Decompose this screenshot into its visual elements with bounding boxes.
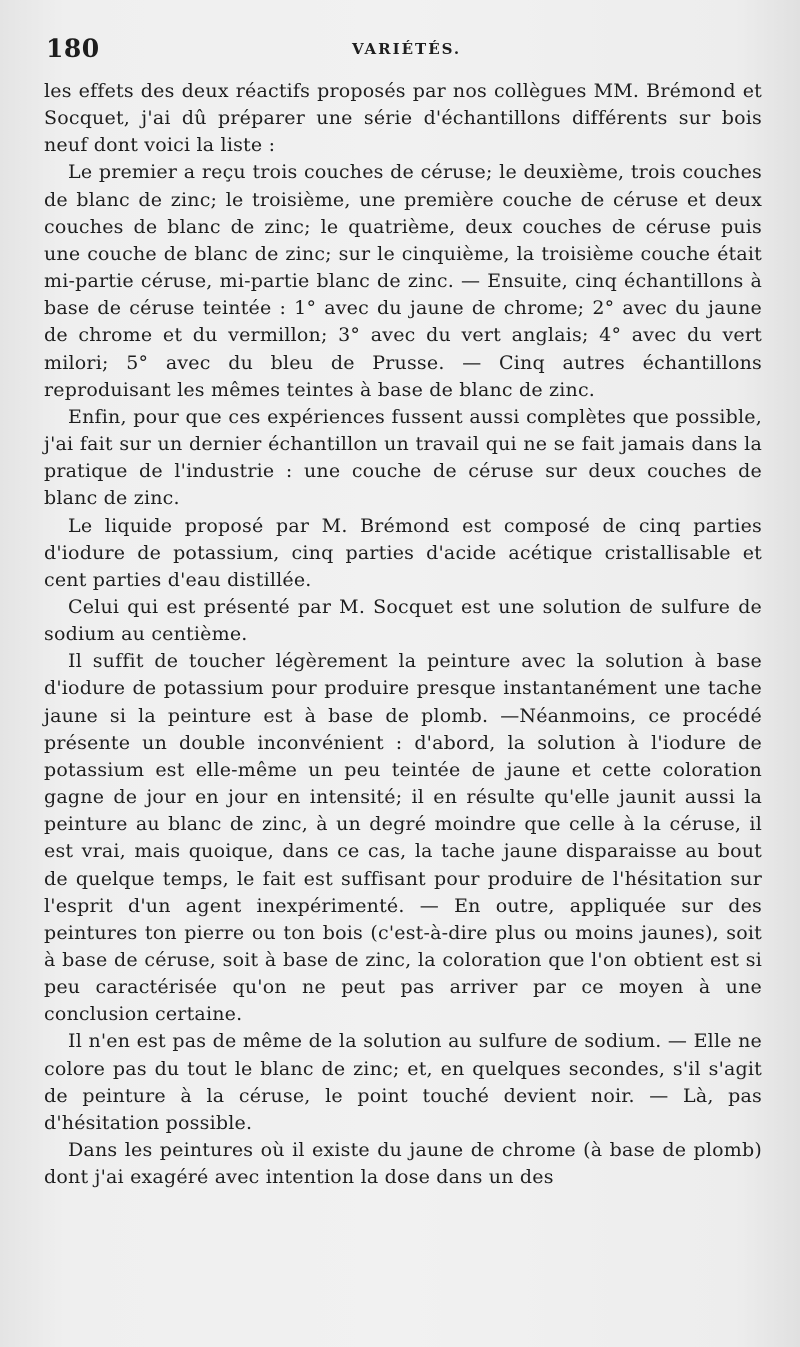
paragraph-sulfide-test: Il n'en est pas de même de la solution au sulfure de sodium. — Elle ne colore pas du tout le blanc de zinc; et, en quelques secondes, s'il s'agit de peinture à la céruse, le point touché devient noir. — Là, pas d'hésitation possible. [44, 1030, 762, 1134]
running-title: VARIÉTÉS. [352, 40, 462, 58]
paragraph-chrome-yellow: Dans les peintures où il existe du jaune de chrome (à base de plomb) dont j'ai exagéré avec intention la dose dans un des [44, 1139, 762, 1189]
paragraph-bremond-liquid: Le liquide proposé par M. Brémond est composé de cinq parties d'iodure de potassium, cinq parties d'acide acétique cristallisable et cent parties d'eau distillée. [44, 514, 762, 591]
paragraph-iodide-test: Il suffit de toucher légèrement la peinture avec la solution à base d'iodure de potassium pour produire presque instantanément une tache jaune si la peinture est à base de plomb. —Néanmoins, ce procédé présente un double inconvénient : d'abord, la solution à l'iodure de potassium est elle-même un peu teintée de jaune et cette coloration gagne de jour en jour en intensité; il en résulte qu'elle jaunit aussi la peinture au blanc de zinc, à un degré moindre que celle à la céruse, il est vrai, mais quoique, dans ce cas, la tache jaune disparaisse au bout de quelque temps, le fait est suffisant pour produire de l'hésitation sur l'esprit d'un agent inexpérimenté. — En outre, appliquée sur des peintures ton pierre ou ton bois (c'est-à-dire plus ou moins jaunes), soit à base de céruse, soit à base de zinc, la coloration que l'on obtient est si peu caractérisée qu'on ne peut pas arriver par ce moyen à une conclusion certaine. [44, 650, 762, 1026]
page-number: 180 [46, 34, 100, 63]
paragraph-continued: les effets des deux réactifs proposés par nos collègues MM. Brémond et Socquet, j'ai dû préparer une série d'échantillons différents sur bois neuf dont voici la liste : [44, 80, 762, 157]
page-header [46, 34, 766, 70]
paragraph-sample-list: Le premier a reçu trois couches de céruse; le deuxième, trois couches de blanc de zinc; le troisième, une première couche de céruse et deux couches de blanc de zinc; le quatrième, deux couches de céruse puis une couche de blanc de zinc; sur le cinquième, la troisième couche était mi-partie céruse, mi-partie blanc de zinc. — Ensuite, cinq échantillons à base de céruse teintée : 1° avec du jaune de chrome; 2° avec du jaune de chrome et du vermillon; 3° avec du vert anglais; 4° avec du vert milori; 5° avec du bleu de Prusse. — Cinq autres échantillons reproduisant les mêmes teintes à base de blanc de zinc. [44, 161, 762, 401]
paragraph-socquet-solution: Celui qui est présenté par M. Socquet est une solution de sulfure de sodium au centième. [44, 595, 762, 646]
body-text [44, 78, 762, 1191]
paragraph-last-sample: Enfin, pour que ces expériences fussent aussi complètes que possible, j'ai fait sur un dernier échantillon un travail qui ne se fait jamais dans la pratique de l'industrie : une couche de céruse sur deux couches de blanc de zinc. [44, 405, 762, 510]
